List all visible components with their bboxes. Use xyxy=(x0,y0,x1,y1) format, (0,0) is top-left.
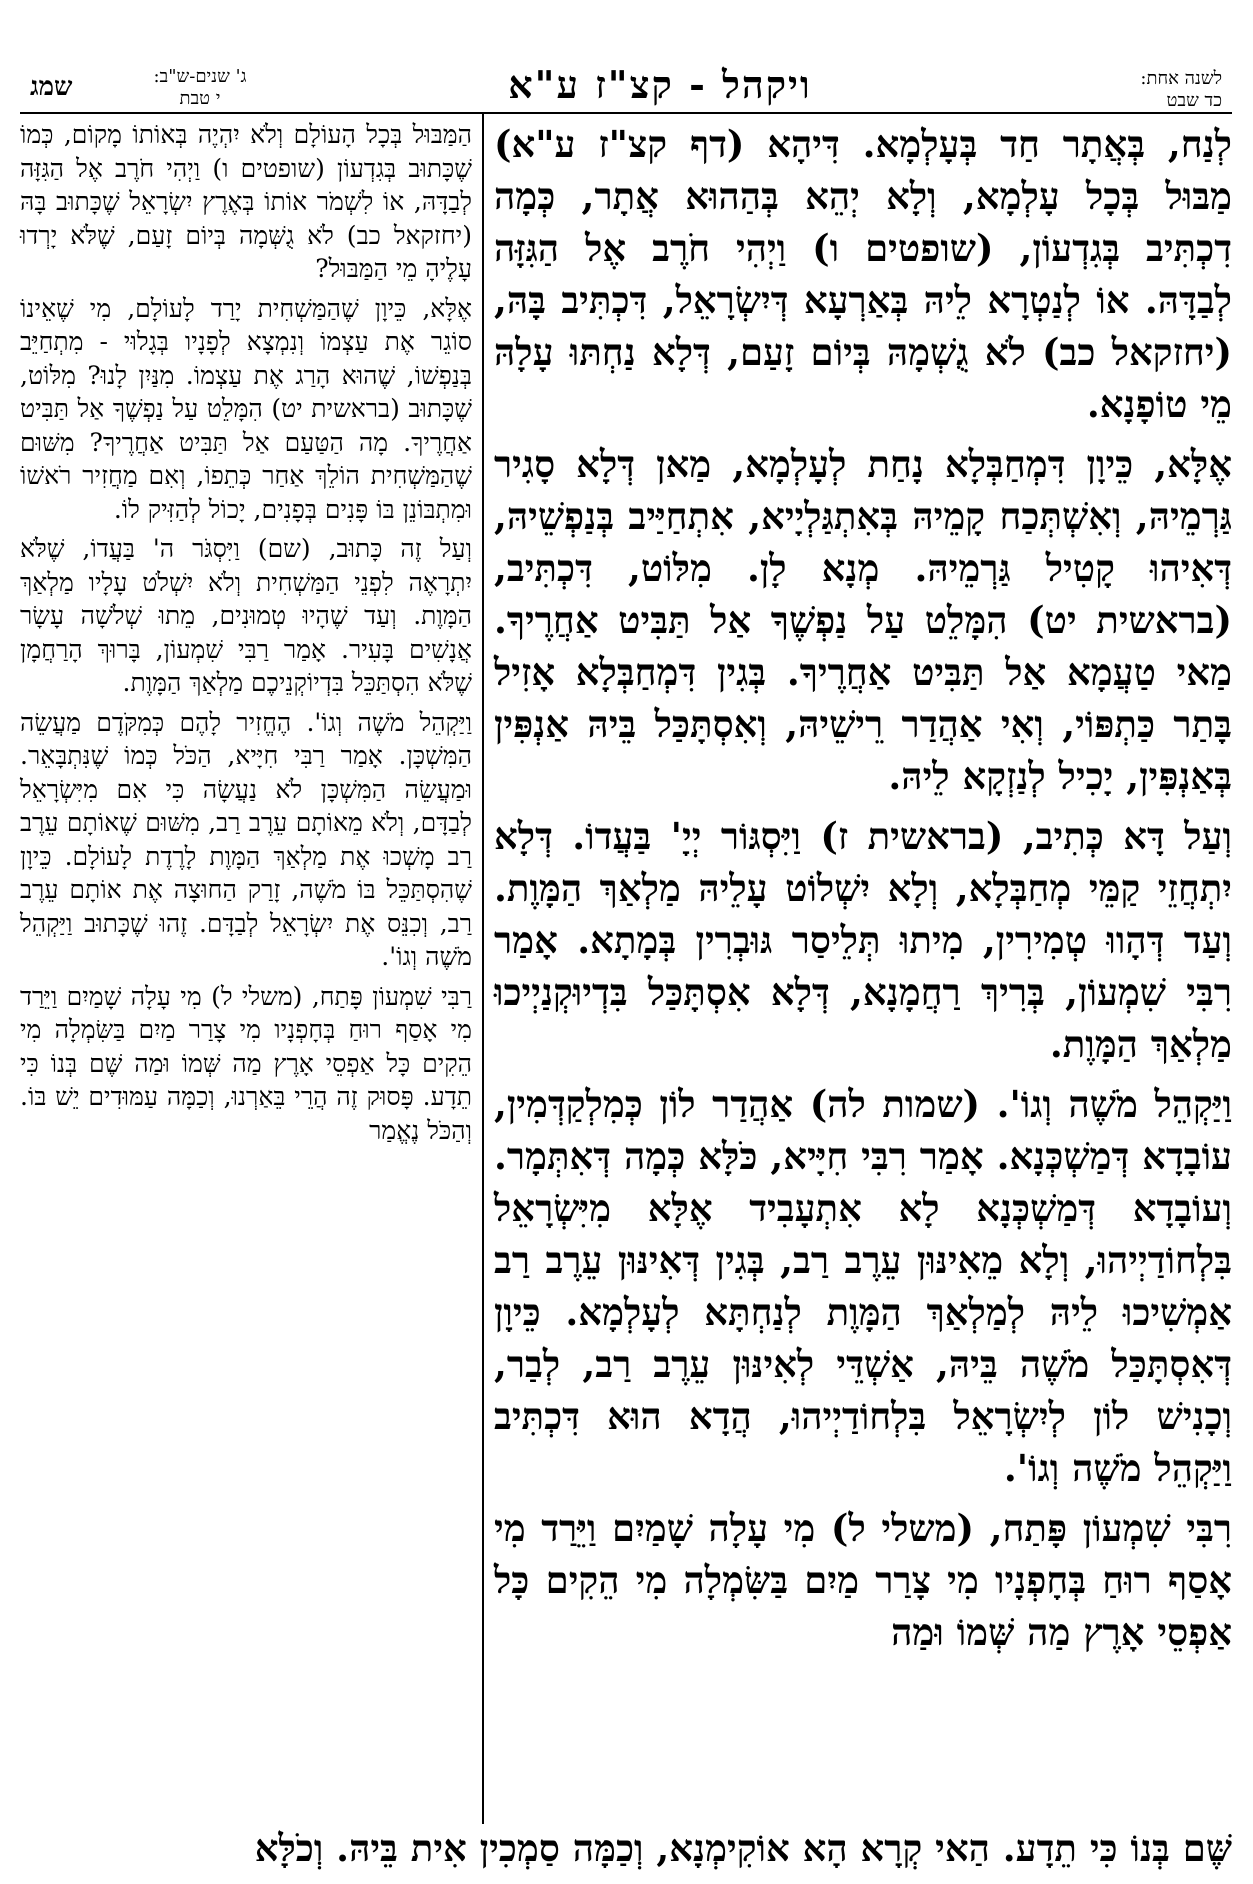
translation-paragraph: אֶלָּא, כֵּיוָן שֶׁהַמַּשְׁחִית יָרַד לָעוֹלָם, מִי שֶׁאֵינוֹ סוֹגֵר אֶת עַצְמוֹ וְנִמְצָא לְפָנָיו בְּגָלוּי - מִתְחַיֵּב בְּנַפְשׁוֹ, שֶׁהוּא הָרַג אֶת עַצְמוֹ. מִנַּיִן לָנוּ? מִלּוֹט, שֶׁכָּתוּב (בראשית יט) הִמָּלֵט עַל נַפְשֶׁךָ אַל תַּבִּיט אַחֲרֶיךָ. מָה הַטַּעַם אַל תַּבִּיט אַחֲרֶיךָ? מִשּׁוּם שֶׁהַמַּשְׁחִית הוֹלֵךְ אַחַר כְּתֵפוֹ, וְאִם מַחֲזִיר רֹאשׁוֹ וּמִתְבּוֹנֵן בּוֹ פָּנִים בְּפָנִים, יָכוֹל לְהַזִּיק לוֹ. xyxy=(20,293,472,524)
main-paragraph: לְנַח, בְּאֲתָר חַד בְּעָלְמָא. דִּיהָא (דף קצ"ז ע"א) מַבּוּל בְּכָל עָלְמָא, וְלָא יְהֵא בְּהַהוּא אֲתָר, כְּמָה דִכְתִּיב בְּגִדְעוֹן, (שופטים ו) וַיְהִי חֹרֶב אֶל הַגִּזָּה לְבַדָּהּ. אוֹ לְנַטְרָא לֵיהּ בְּאַרְעָא דְּיִשְׂרָאֵל, דִּכְתִּיב בָּהּ, (יחזקאל כב) לֹא גֻשְׁמָהּ בְּיוֹם זָעַם, דְּלָא נַחְתּוּ עָלָהּ מֵי טוֹפָנָא. xyxy=(494,122,1232,426)
one-year-cycle-line-1: לשנה אחת: xyxy=(1140,68,1222,89)
page-number: שמג xyxy=(30,72,73,102)
page-header xyxy=(20,14,1232,114)
main-paragraph: אֶלָּא, כֵּיוָן דִּמְחַבְּלָא נָחַת לְעָלְמָא, מַאן דְּלָא סָגִיר גַּרְמֵיהּ, וְאִשְׁתְּכַח קָמֵיהּ בְּאִתְגַּלְיָיא, אִתְחַיַּיב בְּנַפְשֵׁיהּ, דְּאִיהוּ קָטִיל גַּרְמֵיהּ. מְנָא לָן. מִלּוֹט, דִּכְתִּיב, (בראשית יט) הִמָּלֵט עַל נַפְשֶׁךָ אַל תַּבִּיט אַחֲרֶיךָ. מַאי טַעֲמָא אַל תַּבִּיט אַחֲרֶיךָ. בְּגִין דִּמְחַבְּלָא אָזִיל בָּתַר כַּתְפּוֹי, וְאִי אַהֲדַר רֵישֵׁיהּ, וְאִסְתָּכַּל בֵּיהּ אַנְפִּין בְּאַנְפִּין, יָכִיל לְנַזְקָא לֵיהּ. xyxy=(494,442,1232,798)
three-year-cycle-line-2: י טבת xyxy=(179,88,221,109)
one-year-cycle xyxy=(1140,68,1222,112)
translation-paragraph: וַיַּקְהֵל מֹשֶׁה וְגוֹ'. הֶחֱזִיר לָהֶם כְּמִקֹּדֶם מַעֲשֵׂה הַמִּשְׁכָּן. אָמַר רַבִּי חִיָּיא, הַכֹּל כְּמוֹ שֶׁנִּתְבָּאֵר. וּמַעֲשֵׂה הַמִּשְׁכָּן לֹא נַעֲשָׂה כִּי אִם מִיִּשְׂרָאֵל לְבַדָּם, וְלֹא מֵאוֹתָם עֵרֶב רַב, מִשּׁוּם שֶׁאוֹתָם עֵרֶב רַב מָשְׁכוּ אֶת מַלְאַךְ הַמָּוֶת לָרֶדֶת לָעוֹלָם. כֵּיוָן שֶׁהִסְתַּכֵּל בּוֹ מֹשֶׁה, זָרַק הַחוּצָה אֶת אוֹתָם עֵרֶב רַב, וְכִנֵּס אֶת יִשְׂרָאֵל לְבַדָּם. זֶהוּ שֶׁכָּתוּב וַיַּקְהֵל מֹשֶׁה וְגוֹ'. xyxy=(20,707,472,971)
bottom-full-width-line: שֶּׁם בְּנוֹ כִּי תֵדָע. הַאי קְרָא הָא אוֹקִימְנָא, וְכַמָּה סַמְכִין אִית בֵּיהּ. וְכֹלָּא xyxy=(254,1826,1232,1870)
page-title: ויקהל - קצ"ז ע"א xyxy=(508,62,812,107)
translation-column xyxy=(20,118,472,1818)
translation-paragraph: הַמַּבּוּל בְּכָל הָעוֹלָם וְלֹא יִהְיֶה בְּאוֹתוֹ מָקוֹם, כְּמוֹ שֶׁכָּתוּב בְּגִדְעוֹן (שופטים ו) וַיְהִי חֹרֶב אֶל הַגִּזָּה לְבַדָּהּ, אוֹ לִשְׁמֹר אוֹתוֹ בְּאֶרֶץ יִשְׂרָאֵל שֶׁכָּתוּב בָּהּ (יחזקאל כב) לֹא גֻשְּׁמָה בְּיוֹם זָעַם, שֶׁלֹּא יָרְדוּ עָלֶיהָ מֵי הַמַּבּוּל? xyxy=(20,120,472,283)
main-text-column xyxy=(494,118,1232,1818)
one-year-cycle-line-2: כד שבט xyxy=(1166,90,1222,111)
page xyxy=(20,14,1232,1870)
main-paragraph: וְעַל דָּא כְּתִיב, (בראשית ז) וַיִּסְגּוֹר יְיָ' בַּעֲדוֹ. דְּלָא יִתְחֲזֵי קַמֵּי מְחַבְּלָא, וְלָא יִשְׁלוֹט עָלֵיהּ מַלְאַךְ הַמָּוֶת. וְעַד דְּהָווּ טְמִירִין, מִיתוּ תְּלֵיסַר גּוּבְרִין בְּמָתָא. אָמַר רִבִּי שִׁמְעוֹן, בְּרִיךְ רַחֲמָנָא, דְּלָא אִסְתָּכַּל בִּדְיוּקְנַיְיכוּ מַלְאַךְ הַמָּוֶת. xyxy=(494,814,1232,1066)
translation-paragraph: רַבִּי שִׁמְעוֹן פָּתַח, (משלי ל) מִי עָלָה שָׁמַיִם וַיֵּרַד מִי אָסַף רוּחַ בְּחָפְנָיו מִי צָרַר מַיִם בַּשִּׂמְלָה מִי הֵקִים כָּל אַפְסֵי אָרֶץ מַה שְּׁמוֹ וּמַה שֶּׁם בְּנוֹ כִּי תֵדָע. פָּסוּק זֶה הֲרֵי בֵּאַרְנוּ, וְכַמָּה עַמּוּדִים יֵשׁ בּוֹ. וְהַכֹּל נֶאֱמַר xyxy=(20,981,472,1145)
three-year-cycle-line-1: ג' שנים-ש"ב: xyxy=(153,66,247,87)
main-paragraph: וַיַּקְהֵל מֹשֶׁה וְגוֹ'. (שמות לה) אַהֲדַר לוֹן כְּמִלְקַדְּמִין, עוֹבָדָא דְּמַשְׁכְּנָא. אָמַר רִבִּי חִיָּיא, כֹּלָּא כְּמָה דְּאִתְּמָר. וְעוֹבָדָא דְּמַשְׁכְּנָא לָא אִתְעָבִיד אֶלָּא מִיִּשְׂרָאֵל בִּלְחוֹדַיְיהוּ, וְלָא מֵאִינּוּן עֵרֶב רַב, בְּגִין דְּאִינּוּן עֵרֶב רַב אַמְשִׁיכוּ לֵיהּ לְמַלְאַךְ הַמָּוֶת לְנַחְתָּא לְעָלְמָא. כֵּיוָן דְּאִסְתָּכַּל מֹשֶׁה בֵּיהּ, אַשְׁדֵּי לְאִינּוּן עֵרֶב רַב, לְבַר, וְכָנִישׁ לוֹן לְיִשְׂרָאֵל בִּלְחוֹדַיְיהוּ, הֲדָא הוּא דִּכְתִּיב וַיַּקְהֵל מֹשֶׁה וְגוֹ'. xyxy=(494,1082,1232,1490)
column-divider xyxy=(482,114,484,1824)
main-paragraph: רִבִּי שִׁמְעוֹן פָּתַח, (משלי ל) מִי עָלָה שָׁמַיִם וַיֵּרַד מִי אָסַף רוּחַ בְּחָפְנָיו מִי צָרַר מַיִם בַּשִּׂמְלָה מִי הֵקִים כָּל אַפְסֵי אָרֶץ מַה שְּׁמוֹ וּמַה xyxy=(494,1506,1232,1654)
three-year-cycle xyxy=(135,66,265,110)
translation-paragraph: וְעַל זֶה כָּתוּב, (שם) וַיִּסְגֹּר ה' בַּעֲדוֹ, שֶׁלֹּא יִתְרָאֶה לִפְנֵי הַמַּשְׁחִית וְלֹא יִשְׁלֹט עָלָיו מַלְאַךְ הַמָּוֶת. וְעַד שֶׁהָיוּ טְמוּנִים, מֵתוּ שְׁלֹשָׁה עָשָׂר אֲנָשִׁים בָּעִיר. אָמַר רַבִּי שִׁמְעוֹן, בָּרוּךְ הָרַחֲמָן שֶׁלֹּא הִסְתַּכֵּל בִּדְיוֹקְנֵיכֶם מַלְאַךְ הַמָּוֶת. xyxy=(20,534,472,697)
